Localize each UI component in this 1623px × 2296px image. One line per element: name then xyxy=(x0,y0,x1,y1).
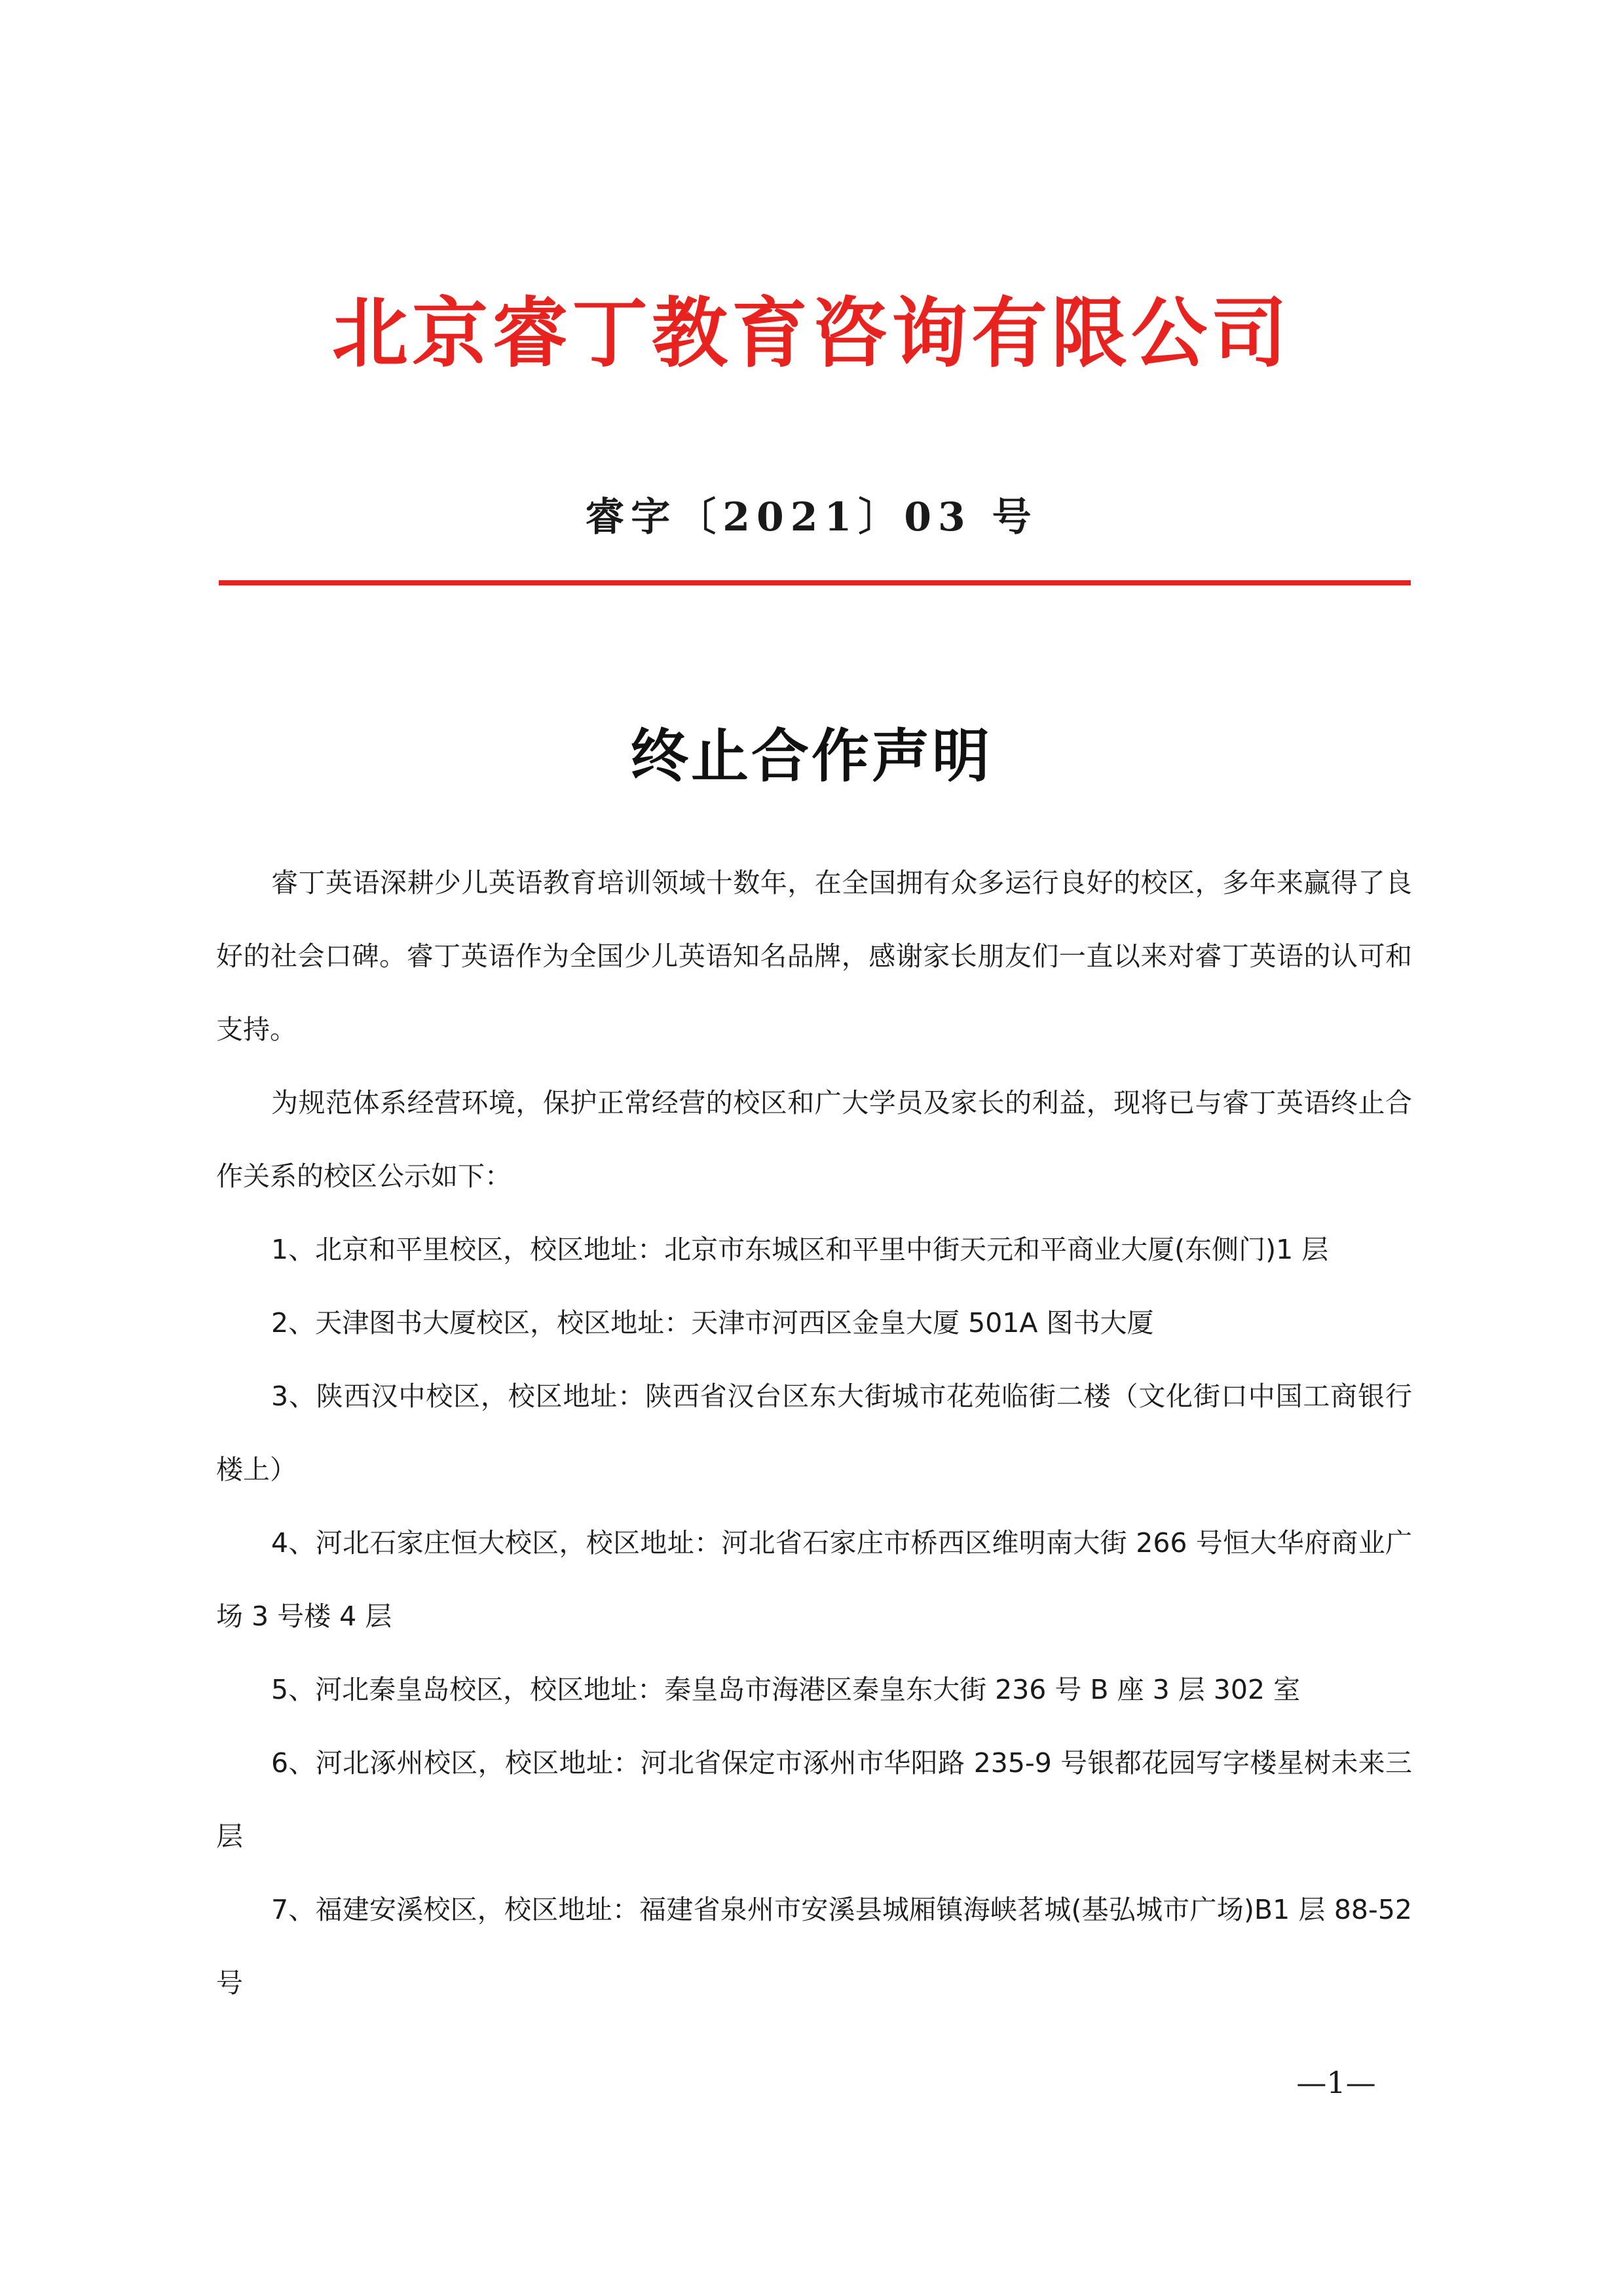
document-number: 睿字〔2021〕03 号 xyxy=(585,494,1038,540)
campus-item-4: 4、河北石家庄恒大校区，校区地址：河北省石家庄市桥西区维明南大街 266 号恒大华府商业广场 3 号楼 4 层 xyxy=(216,1527,1412,1632)
intro-paragraph: 睿丁英语深耕少儿英语教育培训领域十数年，在全国拥有众多运行良好的校区，多年来赢得了良好的社会口碑。睿丁英语作为全国少儿英语知名品牌，感谢家长朋友们一直以来对睿丁英语的认可和支持。 xyxy=(216,867,1412,1045)
campus-item-1: 1、北京和平里校区，校区地址：北京市东城区和平里中街天元和平商业大厦(东侧门)1 层 xyxy=(271,1234,1329,1265)
campus-item-2: 2、天津图书大厦校区，校区地址：天津市河西区金皇大厦 501A 图书大厦 xyxy=(271,1307,1154,1339)
document-body xyxy=(216,846,1412,2020)
campus-item-3: 3、陕西汉中校区，校区地址：陕西省汉台区东大街城市花苑临街二楼（文化街口中国工商银行楼上） xyxy=(216,1380,1412,1485)
page-number: —1— xyxy=(1296,2065,1376,2100)
campus-item-5: 5、河北秦皇岛校区，校区地址：秦皇岛市海港区秦皇东大街 236 号 B 座 3 层 302 室 xyxy=(271,1674,1301,1705)
purpose-paragraph: 为规范体系经营环境，保护正常经营的校区和广大学员及家长的利益，现将已与睿丁英语终止合作关系的校区公示如下： xyxy=(216,1087,1412,1192)
organization-title: 北京睿丁教育咨询有限公司 xyxy=(332,289,1291,378)
red-divider-line xyxy=(219,580,1411,585)
campus-item-6: 6、河北涿州校区，校区地址：河北省保定市涿州市华阳路 235-9 号银都花园写字楼星树未来三层 xyxy=(216,1747,1412,1852)
campus-item-7: 7、福建安溪校区，校区地址：福建省泉州市安溪县城厢镇海峡茗城(基弘城市广场)B1 层 88-52 号 xyxy=(216,1894,1412,1999)
document-title: 终止合作声明 xyxy=(630,722,992,790)
